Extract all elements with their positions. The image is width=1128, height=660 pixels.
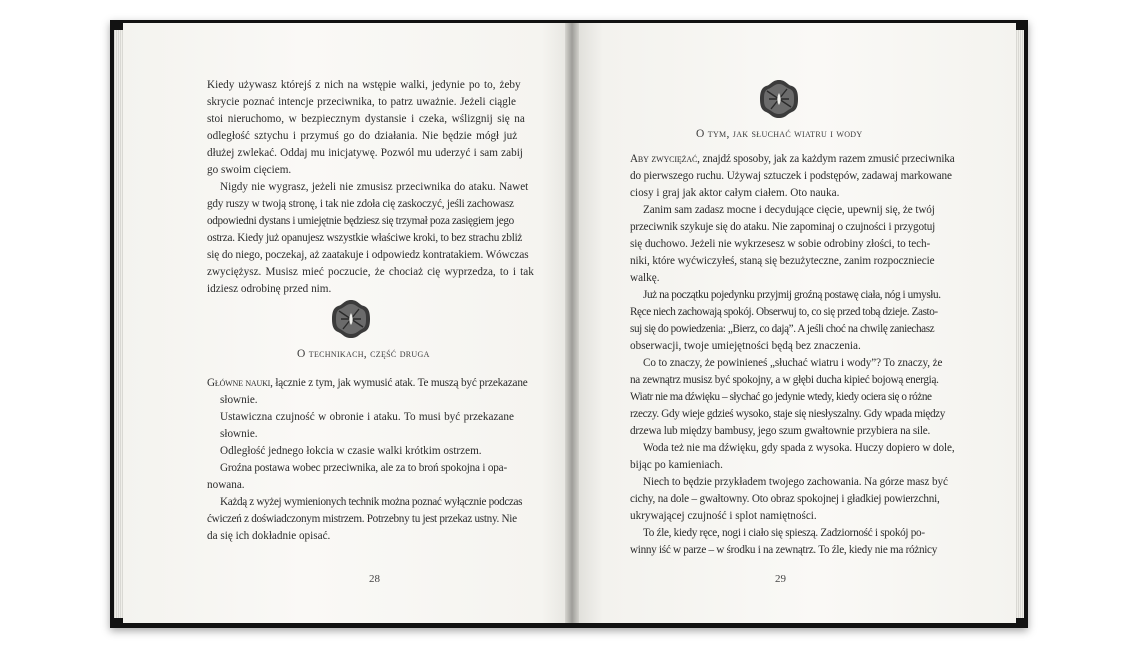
section-paragraph	[207, 376, 528, 390]
text-line: rzeczy. Gdy wieje gdzieś wysoko, staje się niesłyszalny. Gdy wpada między	[630, 408, 946, 420]
text-line: się do niego, poczekaj, aż zaatakuje i odpowiedz kontratakiem. Wówczas	[207, 249, 529, 261]
tsuba-ornament-icon	[331, 299, 371, 339]
text-line: To źle, kiedy ręce, nogi i ciało się spieszą. Zadziorność i spokój po-	[643, 527, 925, 539]
text-line: niki, które wyćwiczyłeś, staną się bezużyteczne, zanim rozpoczniecie	[630, 255, 935, 267]
text-line: ćwiczeń z doświadczonym mistrzem. Potrzebny tu jest przekaz ustny. Nie	[207, 513, 517, 525]
section-paragraph	[630, 152, 955, 166]
text-line: Wiatr nie ma dźwięku – słychać go jedynie wtedy, kiedy ociera się o różne	[630, 391, 932, 403]
text-line: Groźna postawa wobec przeciwnika, ale za to broń spokojna i opa-	[220, 462, 507, 474]
text-line: odpowiedni dystans i umiejętnie będziesz się trzymał poza zasięgiem jego	[207, 215, 514, 227]
left-page	[123, 23, 578, 623]
text-line: Każdą z wyżej wymienionych technik można poznać wyłącznie podczas	[220, 496, 523, 508]
text-line: cichy, na dole – gwałtowny. Oto obraz spokojnej i gładkiej powierzchni,	[630, 493, 940, 505]
right-page	[572, 23, 1016, 623]
text-line: Kiedy używasz którejś z nich na wstępie walki, jedynie po to, żeby	[207, 79, 521, 91]
text-line: do pierwszego ruchu. Używaj sztuczek i podstępów, zadawaj markowane	[630, 170, 952, 182]
tsuba-ornament-icon	[759, 79, 799, 119]
text-line: suj się do powiedzenia: „Bierz, co dają”. A jeśli choć na chwilę zaniechasz	[630, 323, 935, 335]
book-gutter	[565, 23, 579, 623]
text-line: Nigdy nie wygrasz, jeżeli nie zmusisz przeciwnika do ataku. Nawet	[220, 181, 529, 193]
text-line: ostrza. Kiedy już opanujesz wszystkie właściwe kroki, to bez strachu zbliż	[207, 232, 523, 244]
text-line: Woda też nie ma dźwięku, gdy spada z wysoka. Huczy dopiero w dole,	[643, 442, 955, 454]
text-line: da się ich dokładnie opisać.	[207, 530, 331, 542]
page-edges-right	[1016, 30, 1024, 618]
text-line: walkę.	[630, 272, 660, 284]
text-line: znajdź sposoby, jak za każdym razem zmusić przeciwnika	[699, 153, 955, 165]
text-line: ukrywającej czujność i splot namiętności.	[630, 510, 817, 522]
page-number: 28	[369, 573, 380, 585]
text-line: obserwacji, twoje umiejętności będą bez znaczenia.	[630, 340, 861, 352]
text-line: stoi nieruchomo, w bezpiecznym dystansie i czeka, wślizgnij się na	[207, 113, 525, 125]
text-line: winny iść w parze – w środku i na zewnątrz. To źle, kiedy nie ma różnicy	[630, 544, 938, 556]
text-line: Niech to będzie przykładem twojego zachowania. Na górze masz być	[643, 476, 948, 488]
text-line: dłużej zwlekać. Oddaj mu inicjatywę. Pozwól mu uderzyć i sam zabij	[207, 147, 523, 159]
lead-words: Główne nauki,	[207, 377, 273, 389]
text-line: się duchowo. Jeżeli nie wykrzesesz w sobie odrobiny złości, to tech-	[630, 238, 931, 250]
text-line: słownie.	[220, 394, 258, 406]
text-line: ciosy i graj jak aktor całym ciałem. Oto nauka.	[630, 187, 840, 199]
text-line: drzewa lub między bambusy, jego szum gwałtownie przybiera na sile.	[630, 425, 931, 437]
text-line: Zanim sam zadasz mocne i decydujące cięcie, upewnij się, że twój	[643, 204, 935, 216]
text-line: skrycie poznać intencje przeciwnika, to patrz uważnie. Jeżeli ciągle	[207, 96, 516, 108]
text-line: Ustawiczna czujność w obronie i ataku. To musi być przekazane	[220, 411, 514, 423]
text-line: słownie.	[220, 428, 258, 440]
text-line: Co to znaczy, że powinieneś „słuchać wiatru i wody”? To znaczy, że	[643, 357, 943, 369]
section-title: O tym, jak słuchać wiatru i wody	[696, 128, 863, 140]
text-line: przeciwnik szykuje się do ataku. Nie zapominaj o czujności i przygotuj	[630, 221, 936, 233]
text-line: gdy ruszy w twoją stronę, i tak nie zdoła cię zaskoczyć, jeśli zachowasz	[207, 198, 514, 210]
page-edges-left	[114, 30, 123, 618]
text-line: łącznie z tym, jak wymusić atak. Te muszą być przekazane	[272, 377, 528, 389]
text-line: Odległość jednego łokcia w czasie walki krótkim ostrzem.	[220, 445, 482, 457]
text-line: odległość sztychu i przymuś go do działania. Nie będzie mógł już	[207, 130, 518, 142]
text-line: bijąc po kamieniach.	[630, 459, 723, 471]
text-line: na zewnątrz musisz być spokojny, a w głębi ducha kipieć bojową energią.	[630, 374, 939, 386]
text-line: idziesz odrobinę przed nim.	[207, 283, 332, 295]
text-line: zwyciężysz. Musisz mieć poczucie, że chociaż cię wyprzedza, to i tak	[207, 266, 534, 278]
text-line: nowana.	[207, 479, 245, 491]
page-number: 29	[775, 573, 786, 585]
text-line: Ręce niech zachowają spokój. Obserwuj to, co się przed tobą dzieje. Zasto-	[630, 306, 938, 318]
text-line: Już na początku pojedynku przyjmij groźną postawę ciała, nóg i umysłu.	[643, 289, 941, 301]
section-title: O technikach, część druga	[297, 348, 430, 360]
open-book	[110, 20, 1028, 628]
text-line: go swoim cięciem.	[207, 164, 292, 176]
lead-words: Aby zwyciężać,	[630, 153, 700, 165]
